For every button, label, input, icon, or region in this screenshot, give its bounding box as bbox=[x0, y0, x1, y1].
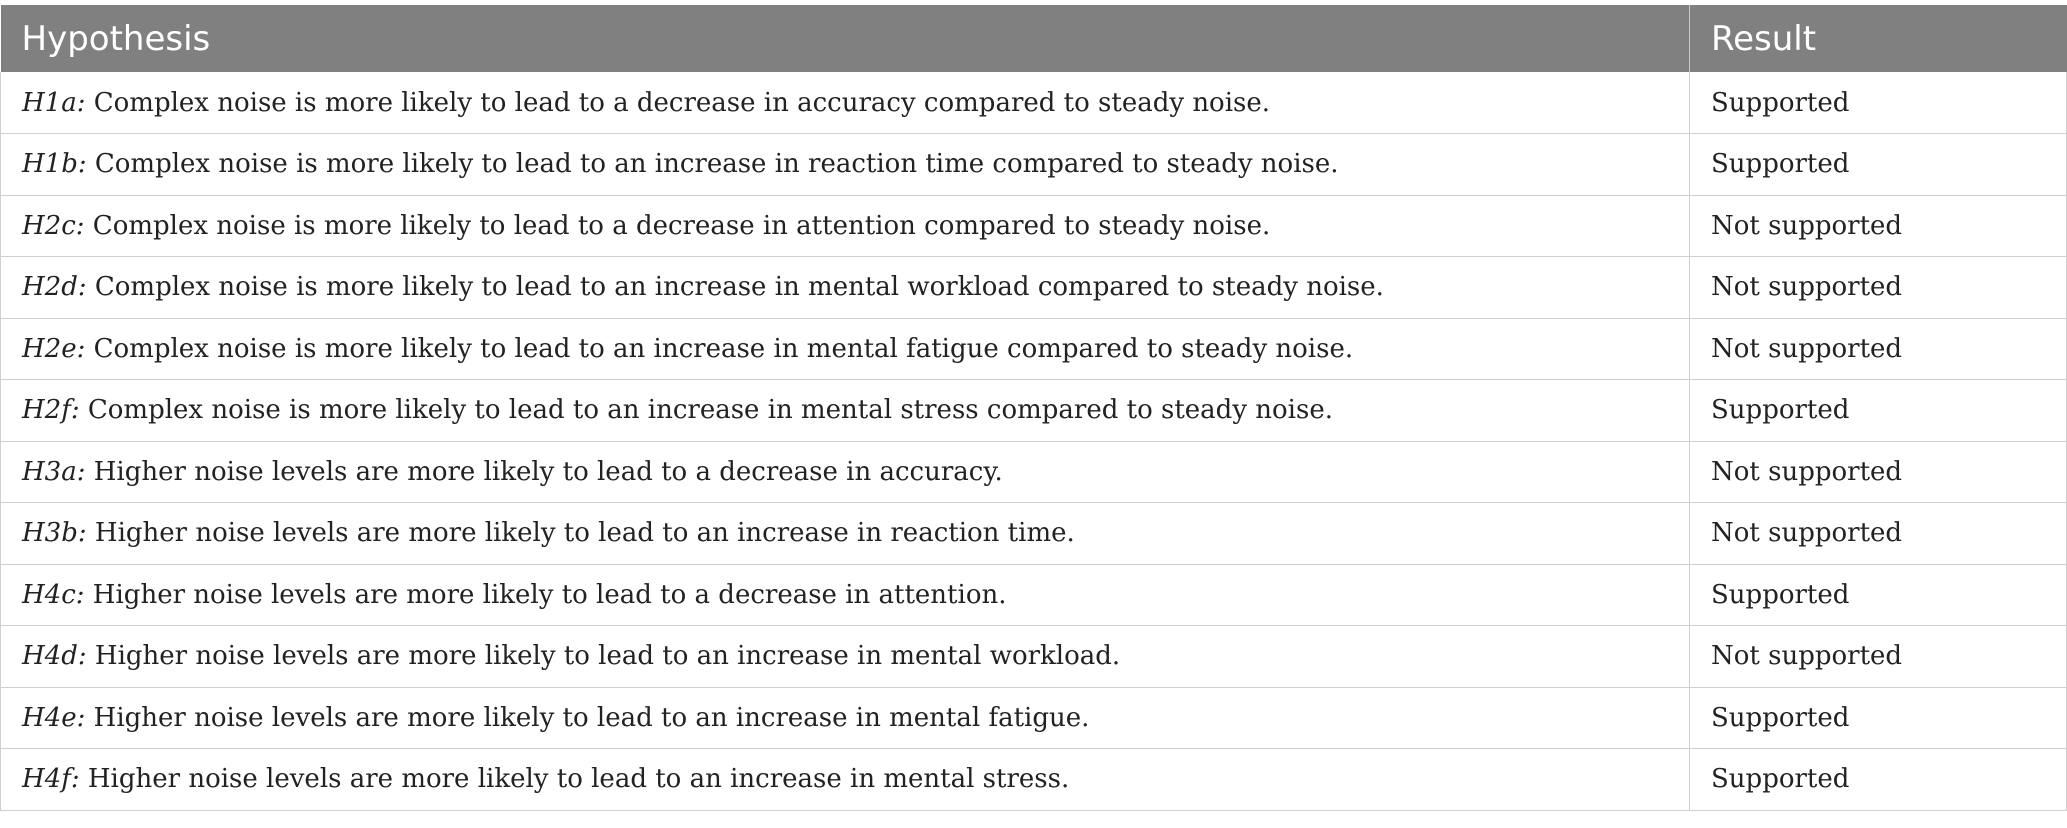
hypothesis-id: H1b: bbox=[22, 149, 87, 180]
hypothesis-cell bbox=[1, 72, 1690, 134]
hypothesis-cell bbox=[1, 257, 1690, 319]
hypothesis-text: Complex noise is more likely to lead to a decrease in attention compared to steady noise. bbox=[84, 210, 1271, 241]
result-cell: Not supported bbox=[1690, 441, 2067, 503]
table-row bbox=[1, 72, 2067, 134]
header-result: Result bbox=[1690, 5, 2067, 72]
result-cell: Supported bbox=[1690, 749, 2067, 811]
hypothesis-id: H4e: bbox=[22, 702, 86, 733]
table-row bbox=[1, 687, 2067, 749]
hypothesis-text: Higher noise levels are more likely to lead to a decrease in accuracy. bbox=[85, 456, 1003, 487]
result-cell: Supported bbox=[1690, 564, 2067, 626]
table-row bbox=[1, 564, 2067, 626]
hypothesis-text: Complex noise is more likely to lead to an increase in mental fatigue compared to steady noise. bbox=[85, 333, 1354, 364]
table-row bbox=[1, 626, 2067, 688]
hypothesis-text: Higher noise levels are more likely to lead to a decrease in attention. bbox=[84, 579, 1007, 610]
hypothesis-text: Higher noise levels are more likely to lead to an increase in mental workload. bbox=[86, 641, 1121, 672]
hypothesis-cell bbox=[1, 380, 1690, 442]
result-cell: Not supported bbox=[1690, 195, 2067, 257]
result-cell: Supported bbox=[1690, 380, 2067, 442]
hypothesis-id: H2f: bbox=[22, 395, 80, 426]
hypothesis-cell bbox=[1, 441, 1690, 503]
table-header bbox=[1, 5, 2067, 72]
hypothesis-id: H3a: bbox=[22, 456, 86, 487]
hypothesis-text: Complex noise is more likely to lead to an increase in mental workload compared to steady noise. bbox=[86, 272, 1384, 303]
result-cell: Not supported bbox=[1690, 503, 2067, 565]
result-cell: Supported bbox=[1690, 687, 2067, 749]
hypothesis-id: H3b: bbox=[22, 518, 87, 549]
hypothesis-cell bbox=[1, 626, 1690, 688]
hypothesis-cell bbox=[1, 503, 1690, 565]
hypothesis-cell bbox=[1, 687, 1690, 749]
result-cell: Not supported bbox=[1690, 318, 2067, 380]
table-row bbox=[1, 195, 2067, 257]
hypothesis-text: Complex noise is more likely to lead to an increase in reaction time compared to steady noise. bbox=[86, 149, 1339, 180]
hypothesis-text: Higher noise levels are more likely to lead to an increase in mental fatigue. bbox=[85, 702, 1090, 733]
hypothesis-text: Complex noise is more likely to lead to an increase in mental stress compared to steady noise. bbox=[79, 395, 1333, 426]
table-row bbox=[1, 318, 2067, 380]
hypothesis-text: Higher noise levels are more likely to lead to an increase in reaction time. bbox=[86, 518, 1075, 549]
hypothesis-text: Complex noise is more likely to lead to a decrease in accuracy compared to steady noise. bbox=[85, 87, 1271, 118]
table-row bbox=[1, 503, 2067, 565]
hypothesis-id: H2d: bbox=[22, 272, 87, 303]
hypothesis-cell bbox=[1, 564, 1690, 626]
table-row bbox=[1, 749, 2067, 811]
hypothesis-text: Higher noise levels are more likely to lead to an increase in mental stress. bbox=[79, 764, 1070, 795]
table-row bbox=[1, 134, 2067, 196]
table-body bbox=[1, 72, 2067, 810]
result-cell: Not supported bbox=[1690, 626, 2067, 688]
hypothesis-cell bbox=[1, 749, 1690, 811]
table-row bbox=[1, 441, 2067, 503]
hypothesis-id: H4f: bbox=[22, 764, 80, 795]
hypothesis-results-table bbox=[0, 5, 2067, 811]
hypothesis-id: H4d: bbox=[22, 641, 87, 672]
hypothesis-id: H2e: bbox=[22, 333, 86, 364]
header-hypothesis: Hypothesis bbox=[1, 5, 1690, 72]
hypothesis-cell bbox=[1, 318, 1690, 380]
table-row bbox=[1, 257, 2067, 319]
hypothesis-id: H4c: bbox=[22, 579, 85, 610]
result-cell: Supported bbox=[1690, 134, 2067, 196]
table-row bbox=[1, 380, 2067, 442]
result-cell: Not supported bbox=[1690, 257, 2067, 319]
hypothesis-id: H1a: bbox=[22, 87, 86, 118]
hypothesis-cell bbox=[1, 134, 1690, 196]
hypothesis-id: H2c: bbox=[22, 210, 85, 241]
header-row bbox=[1, 5, 2067, 72]
result-cell: Supported bbox=[1690, 72, 2067, 134]
hypothesis-cell bbox=[1, 195, 1690, 257]
